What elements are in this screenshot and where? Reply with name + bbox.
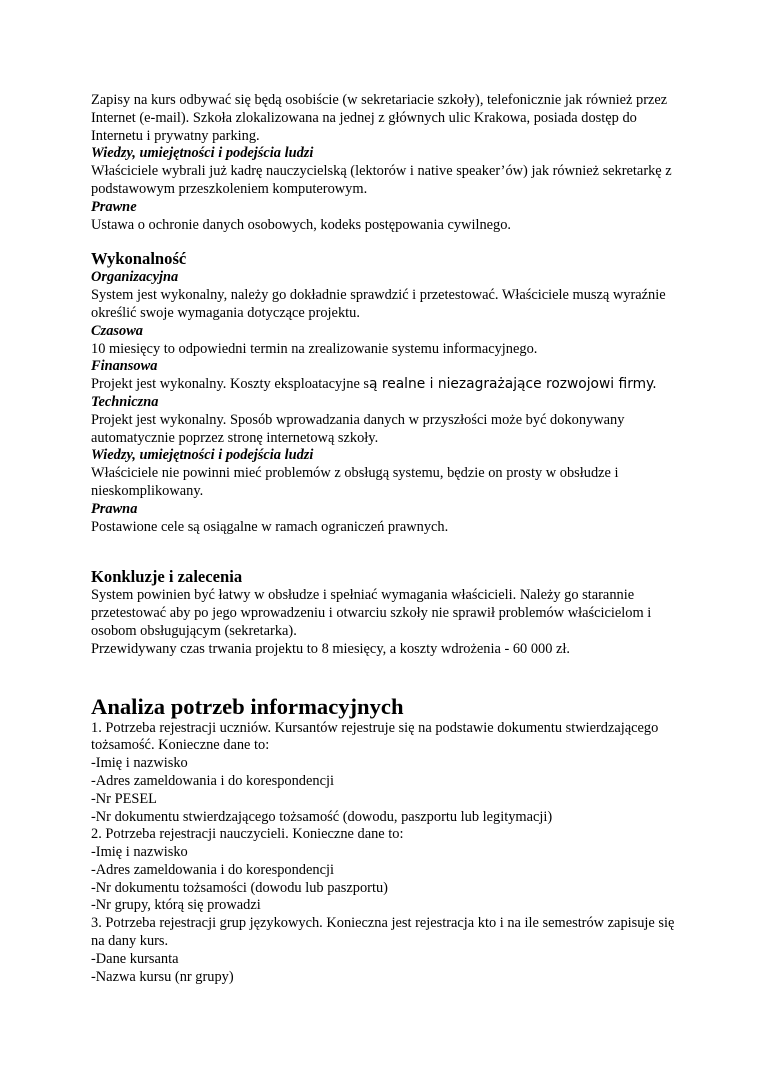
conclusions-heading: Konkluzje i zalecenia — [91, 567, 243, 587]
knowledge-subheading: Wiedzy, umiejętności i podejścia ludzi — [91, 145, 314, 162]
technical-paragraph: Projekt jest wykonalny. Sposób wprowadzania danych w przyszłości może być dokonywany automatycznie poprzez stronę internetową szkoły. — [91, 411, 625, 446]
analysis-list — [91, 720, 681, 987]
analysis-line: -Imię i nazwisko — [91, 844, 188, 861]
organizational-paragraph: System jest wykonalny, należy go dokładnie sprawdzić i przetestować. Właściciele muszą wyraźnie określić swoje wymagania dotyczące projektu. — [91, 287, 666, 321]
analysis-line: -Adres zameldowania i do korespondencji — [91, 861, 334, 878]
legal-subheading: Prawne — [91, 198, 137, 215]
finance-text-serif: Projekt jest wykonalny. Koszty eksploatacyjne s — [91, 376, 370, 393]
finance-text-sans: ą realne i niezagrażające rozwojowi firmy — [369, 376, 653, 393]
document-page — [91, 92, 681, 986]
analysis-line: -Nr grupy, którą się prowadzi — [91, 897, 261, 914]
knowledge-subheading-2: Wiedzy, umiejętności i podejścia ludzi — [91, 447, 314, 464]
feasibility-heading: Wykonalność — [91, 249, 187, 269]
analysis-line: -Adres zameldowania i do korespondencji — [91, 772, 334, 789]
finance-paragraph — [91, 376, 681, 412]
technical-subheading: Techniczna — [91, 393, 159, 410]
analysis-line: -Nr dokumentu tożsamości (dowodu lub paszportu) — [91, 879, 388, 896]
knowledge-paragraph: Właściciele wybrali już kadrę nauczycielską (lektorów i native speaker’ów) jak również sekretarkę z podstawowym przeszkoleniem komputerowym. — [91, 163, 672, 197]
time-subheading: Czasowa — [91, 322, 143, 339]
analysis-line: -Dane kursanta — [91, 950, 179, 967]
knowledge-paragraph-2: Właściciele nie powinni mieć problemów z obsługą systemu, będzie on prosty w obsłudze i nieskomplikowany. — [91, 465, 619, 499]
analysis-line: -Nr PESEL — [91, 790, 157, 807]
analysis-line: 2. Potrzeba rejestracji nauczycieli. Konieczne dane to: — [91, 826, 404, 843]
conclusions-paragraph: System powinien być łatwy w obsłudze i spełniać wymagania właścicieli. Należy go starannie przetestować aby po jego wprowadzeniu i otwarciu szkoły nie sprawił problemów właścicielom i osobom obsługującym (sekretarka). — [91, 587, 652, 639]
analysis-heading: Analiza potrzeb informacyjnych — [91, 693, 404, 719]
legal-paragraph-2: Postawione cele są osiągalne w ramach ograniczeń prawnych. — [91, 518, 449, 535]
finance-subheading: Finansowa — [91, 358, 158, 375]
organizational-subheading: Organizacyjna — [91, 269, 179, 286]
enrollment-paragraph: Zapisy na kurs odbywać się będą osobiście (w sekretariacie szkoły), telefonicznie jak również przez Internet (e-mail). Szkoła zlokalizowana na jednej z głównych ulic Krakowa, posiada dostęp do Internetu i prywatny parking. — [91, 92, 668, 144]
finance-text-period: . — [652, 376, 657, 393]
estimate-paragraph: Przewidywany czas trwania projektu to 8 miesięcy, a koszty wdrożenia - 60 000 zł. — [91, 640, 571, 657]
analysis-line: -Imię i nazwisko — [91, 755, 188, 772]
time-paragraph: 10 miesięcy to odpowiedni termin na zrealizowanie systemu informacyjnego. — [91, 340, 538, 357]
analysis-line: -Nazwa kursu (nr grupy) — [91, 968, 234, 985]
legal-subheading-2: Prawna — [91, 500, 138, 517]
legal-paragraph: Ustawa o ochronie danych osobowych, kodeks postępowania cywilnego. — [91, 216, 512, 233]
analysis-line: 1. Potrzeba rejestracji uczniów. Kursantów rejestruje się na podstawie dokumentu stwierdzającego tożsamość. Konieczne dane to: — [91, 719, 659, 754]
analysis-line: 3. Potrzeba rejestracji grup językowych. Konieczna jest rejestracja kto i na ile semestrów zapisuje się na dany kurs. — [91, 915, 675, 950]
analysis-line: -Nr dokumentu stwierdzającego tożsamość (dowodu, paszportu lub legitymacji) — [91, 808, 553, 825]
